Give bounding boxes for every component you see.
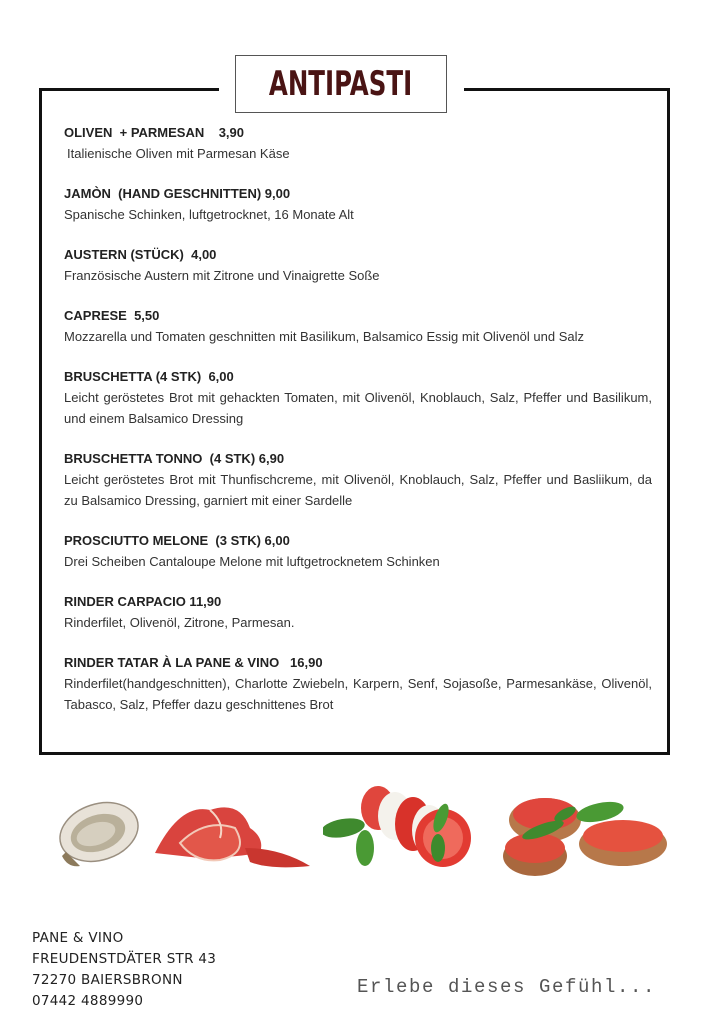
menu-item-description: Italienische Oliven mit Parmesan Käse	[67, 146, 290, 161]
menu-item	[64, 306, 652, 347]
jamon-ham-image	[150, 798, 315, 873]
bruschetta-image	[495, 792, 670, 882]
menu-item	[64, 531, 652, 572]
phone-number: 07442 4889990	[32, 993, 144, 1009]
menu-item-description: Rinderfilet(handgeschnitten), Charlotte Zwiebeln, Karpern, Senf, Sojasoße, Parmesankäse, Olivenöl, Tabasco, Salz, Pfeffer dazu geschnittenes Brot	[64, 676, 652, 712]
menu-list	[64, 123, 652, 735]
menu-item-name: CAPRESE 5,50	[64, 308, 160, 323]
restaurant-name: PANE & VINO	[32, 930, 124, 946]
restaurant-address	[32, 928, 216, 1012]
menu-item-name: OLIVEN + PARMESAN 3,90	[64, 125, 245, 140]
menu-item-description: Spanische Schinken, luftgetrocknet, 16 Monate Alt	[64, 207, 354, 222]
menu-item	[64, 449, 652, 511]
street-address: FREUDENSTDÄTER STR 43	[32, 951, 217, 967]
caprese-image	[323, 780, 478, 875]
menu-item-name: PROSCIUTTO MELONE (3 STK) 6,00	[64, 533, 290, 548]
menu-item-name: BRUSCHETTA (4 STK) 6,00	[64, 369, 234, 384]
menu-item-name: RINDER CARPACIO 11,90	[64, 594, 222, 609]
menu-item-name: RINDER TATAR À LA PANE & VINO 16,90	[64, 655, 323, 670]
frame-left-border	[39, 88, 42, 755]
city-address: 72270 BAIERSBRONN	[32, 972, 183, 988]
menu-item	[64, 245, 652, 286]
page-title: ANTIPASTI	[269, 64, 413, 104]
menu-item	[64, 123, 652, 164]
menu-item	[64, 184, 652, 225]
tagline: Erlebe dieses Gefühl...	[357, 976, 657, 998]
menu-item	[64, 367, 652, 429]
menu-item-description: Rinderfilet, Olivenöl, Zitrone, Parmesan.	[64, 615, 295, 630]
menu-item	[64, 592, 652, 633]
menu-item-description: Mozzarella und Tomaten geschnitten mit Basilikum, Balsamico Essig mit Olivenöl und Salz	[64, 329, 584, 344]
frame-top-right-border	[464, 88, 670, 91]
frame-bottom-border	[39, 752, 670, 755]
food-photos	[40, 778, 680, 888]
menu-item-description: Leicht geröstetes Brot mit Thunfischcreme, mit Olivenöl, Knoblauch, Salz, Pfeffer und Basliikum, da zu Balsamico Dressing, garniert mit einer Sardelle	[64, 472, 652, 508]
title-box	[235, 55, 447, 113]
oyster-image	[54, 796, 144, 876]
frame-top-left-border	[39, 88, 219, 91]
menu-item-description: Französische Austern mit Zitrone und Vinaigrette Soße	[64, 268, 380, 283]
menu-item-name: AUSTERN (STÜCK) 4,00	[64, 247, 217, 262]
menu-item	[64, 653, 652, 715]
menu-item-description: Drei Scheiben Cantaloupe Melone mit luftgetrocknetem Schinken	[64, 554, 440, 569]
menu-item-name: JAMÒN (HAND GESCHNITTEN) 9,00	[64, 186, 291, 201]
menu-item-description: Leicht geröstetes Brot mit gehackten Tomaten, mit Olivenöl, Knoblauch, Salz, Pfeffer und Basilikum, und einem Balsamico Dressing	[64, 390, 652, 426]
frame-right-border	[667, 88, 670, 755]
menu-item-name: BRUSCHETTA TONNO (4 STK) 6,90	[64, 451, 285, 466]
